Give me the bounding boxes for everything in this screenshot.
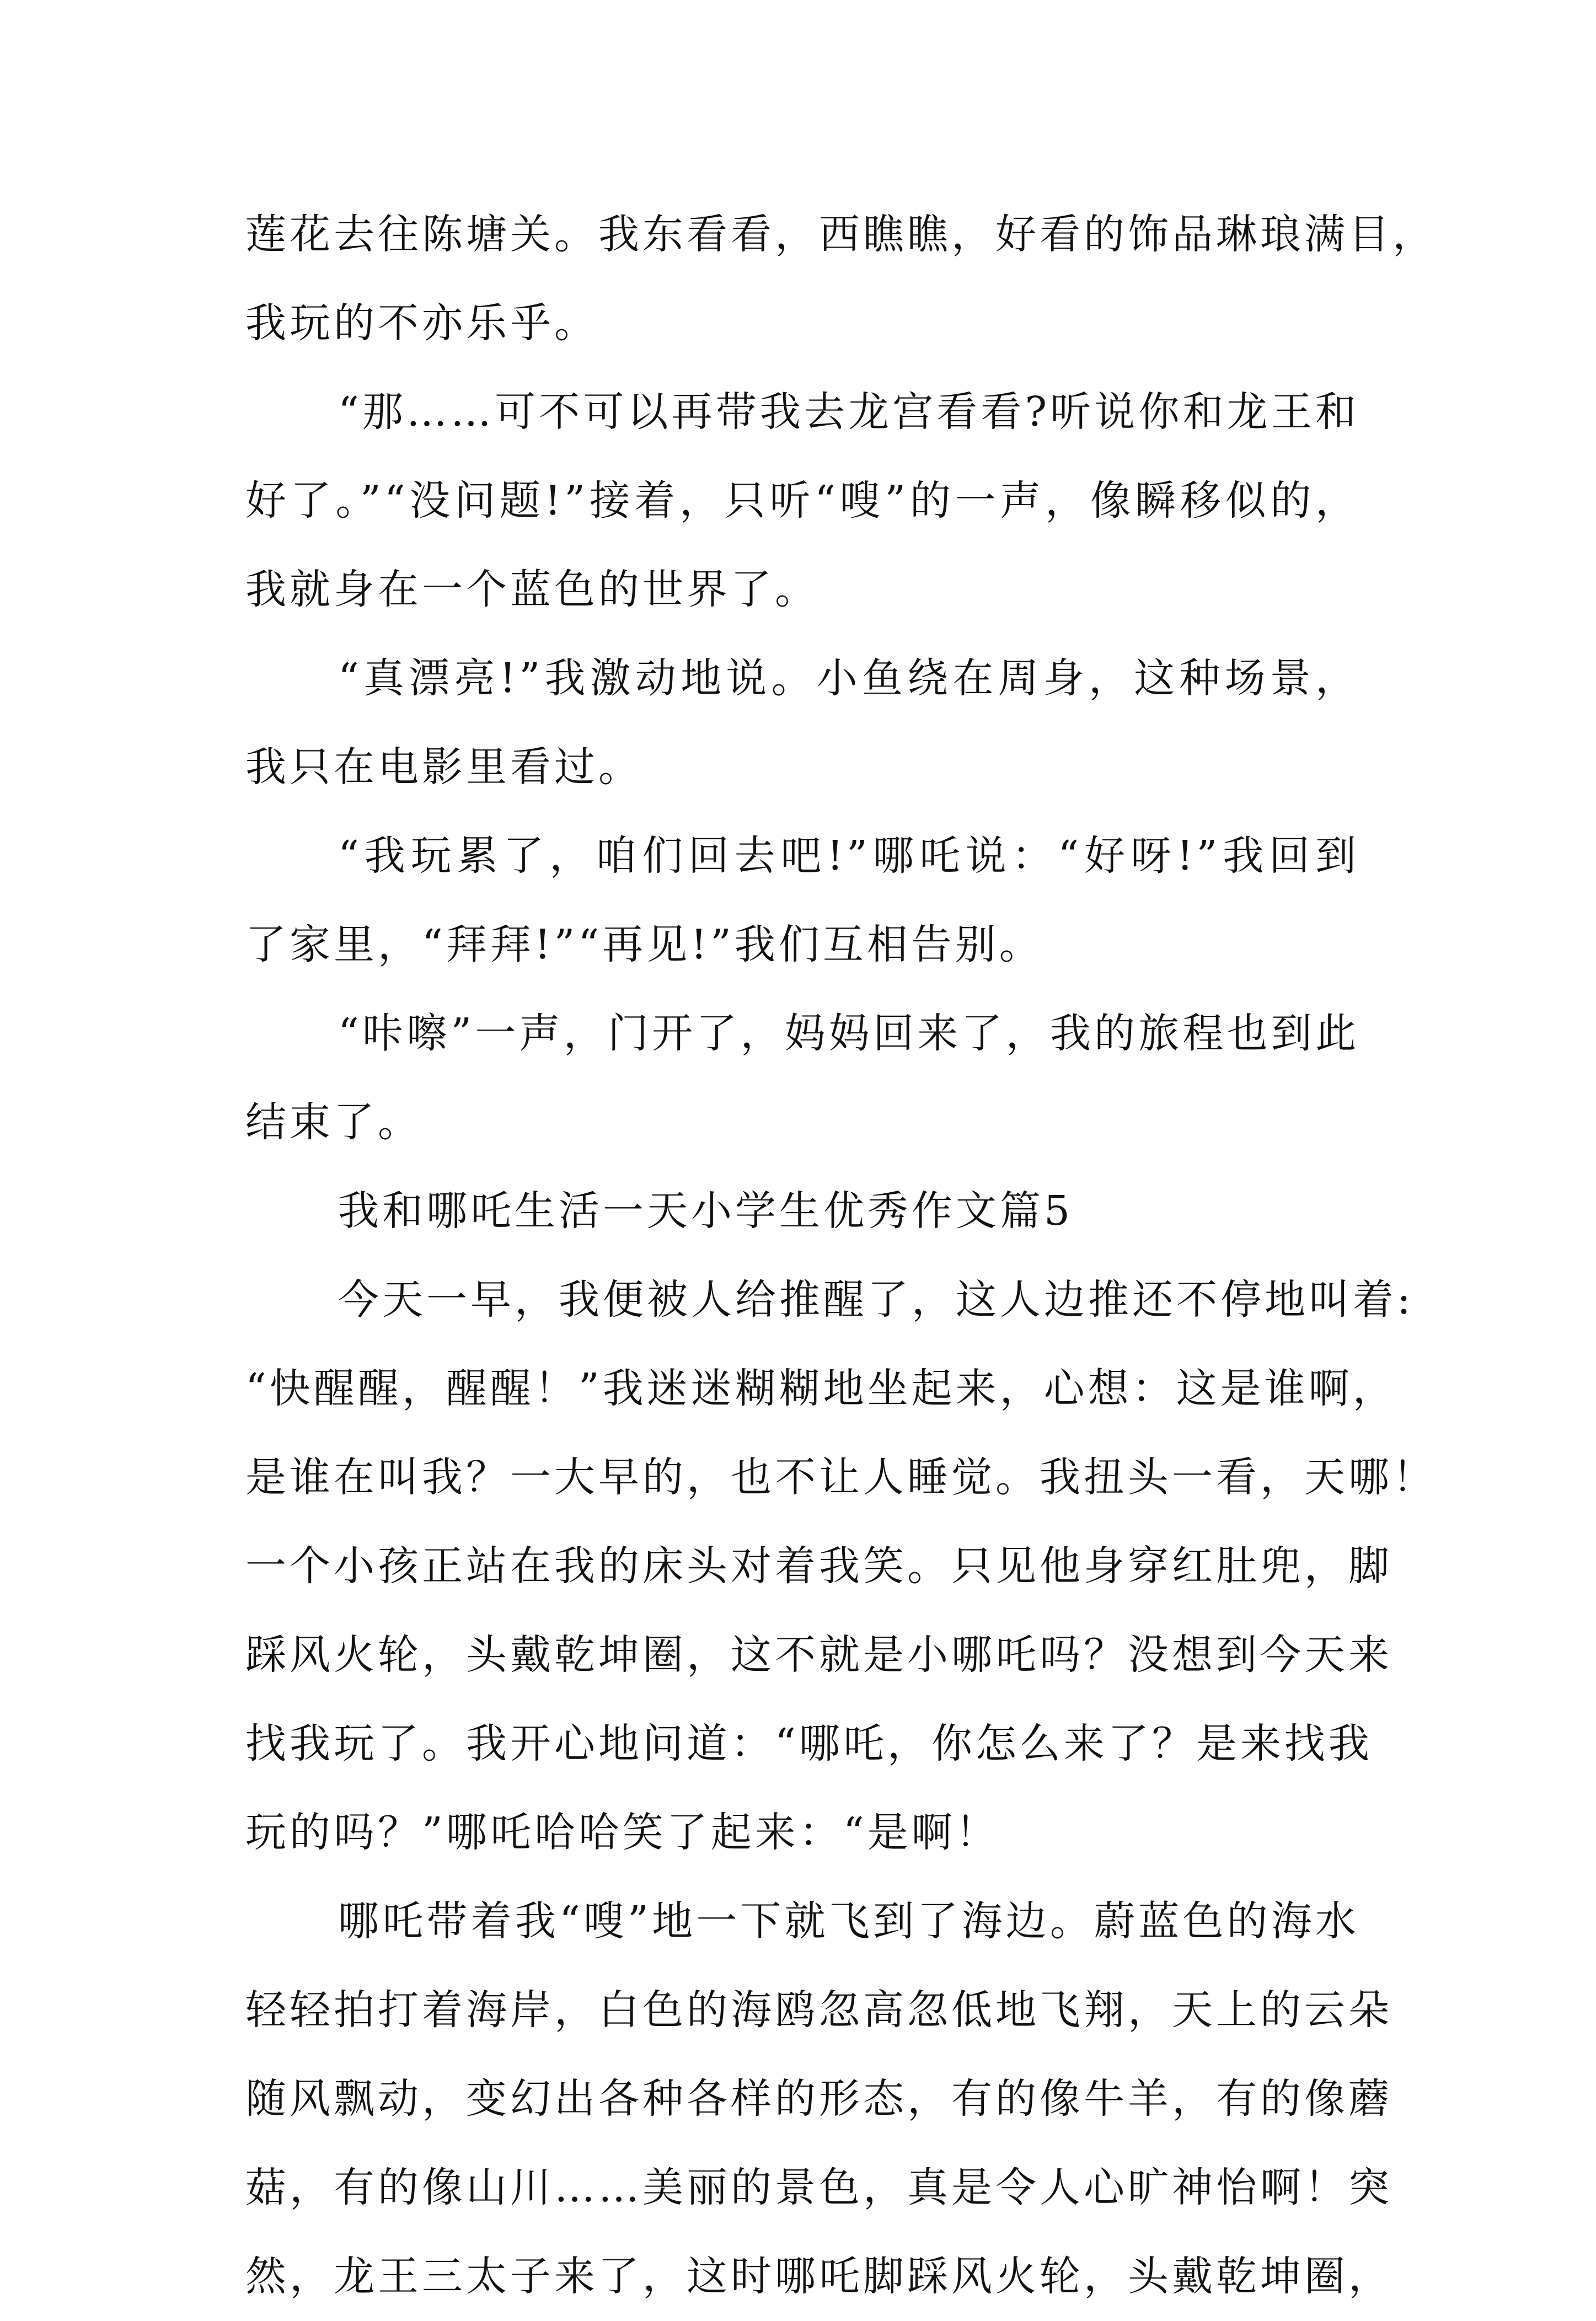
paragraph-start-line: 哪吒带着我“嗖”地一下就飞到了海边。蔚蓝色的海水 — [338, 1897, 1359, 1945]
text-line: 我只在电影里看过。 — [245, 743, 642, 791]
text-line: 轻轻拍打着海岸，白色的海鸥忽高忽低地飞翔，天上的云朵 — [245, 1986, 1393, 2034]
paragraph-start-line: 今天一早，我便被人给推醒了，这人边推还不停地叫着: — [338, 1276, 1414, 1323]
text-line: 踩风火轮，头戴乾坤圈，这不就是小哪吒吗？没想到今天来 — [245, 1631, 1393, 1679]
text-line: 结束了。 — [245, 1098, 422, 1146]
section-heading: 我和哪吒生活一天小学生优秀作文篇5 — [338, 1187, 1074, 1235]
text-line: 是谁在叫我？一大早的，也不让人睡觉。我扭头一看，天哪！ — [245, 1454, 1437, 1501]
text-line: 随风飘动，变幻出各种各样的形态，有的像牛羊，有的像蘑 — [245, 2075, 1393, 2122]
text-line: 我就身在一个蓝色的世界了。 — [245, 566, 819, 613]
text-line: “快醒醒，醒醒！”我迷迷糊糊地坐起来，心想：这是谁啊， — [245, 1365, 1397, 1412]
paragraph-start-line: “我玩累了，咱们回去吧!”哪吒说：“好呀!”我回到 — [338, 832, 1359, 880]
paragraph-start-line: “咔嚓”一声，门开了，妈妈回来了，我的旅程也到此 — [338, 1010, 1359, 1057]
paragraph-start-line: “真漂亮!”我激动地说。小鱼绕在周身，这种场景， — [338, 655, 1359, 702]
text-line: 好了。”“没问题!”接着，只听“嗖”的一声，像瞬移似的， — [245, 477, 1359, 524]
text-line: 一个小孩正站在我的床头对着我笑。只见他身穿红肚兜，脚 — [245, 1542, 1393, 1590]
text-line: 了家里，“拜拜!”“再见!”我们互相告别。 — [245, 921, 1043, 968]
text-line: 然，龙王三太子来了，这时哪吒脚踩风火轮，头戴乾坤圈， — [245, 2253, 1393, 2300]
text-line: 我玩的不亦乐乎。 — [245, 299, 598, 347]
text-line: 菇，有的像山川……美丽的景色，真是令人心旷神怡啊！突 — [245, 2164, 1393, 2211]
text-body — [245, 190, 1437, 2321]
text-line: 找我玩了。我开心地问道：“哪吒，你怎么来了？是来找我 — [245, 1720, 1373, 1767]
paragraph-start-line: “那……可不可以再带我去龙宫看看?听说你和龙王和 — [338, 388, 1359, 436]
text-line: 玩的吗？”哪吒哈哈笑了起来：“是啊！ — [245, 1809, 1000, 1856]
text-line: 莲花去往陈塘关。我东看看，西瞧瞧，好看的饰品琳琅满目， — [245, 211, 1437, 258]
